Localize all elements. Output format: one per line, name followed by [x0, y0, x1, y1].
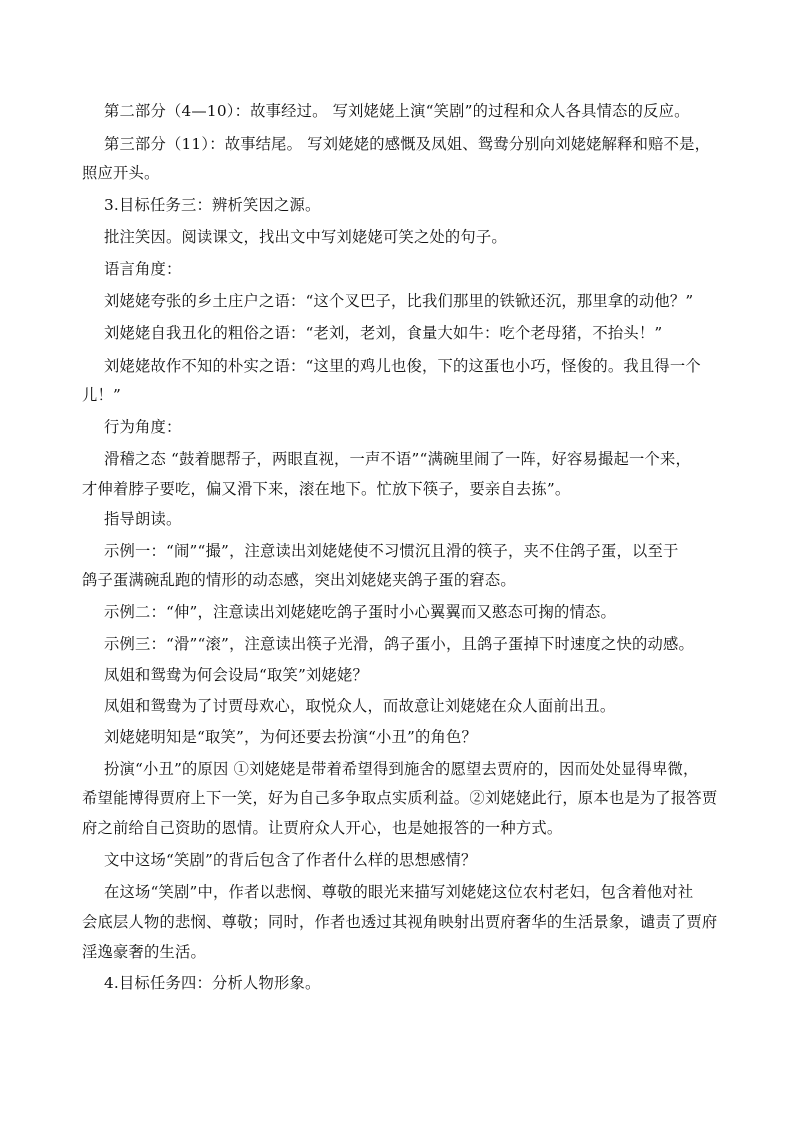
text-line: 文中这场“笑剧”的背后包含了作者什么样的思想感情？: [104, 851, 477, 869]
text-line: 淫逸豪奢的生活。: [82, 943, 206, 961]
text-line: 扮演“小丑”的原因 ①刘姥姥是带着希望得到施舍的愿望去贾府的，因而处处显得卑微，: [104, 760, 699, 778]
text-line: 在这场“笑剧”中，作者以悲悯、尊敬的眼光来描写刘姥姥这位农村老妇，包含着他对社: [104, 883, 694, 901]
text-line: 鸽子蛋满碗乱跑的情形的动态感，突出刘姥姥夹鸽子蛋的窘态。: [82, 571, 516, 589]
text-line: 示例三：“滑”“滚”，注意读出筷子光滑，鸽子蛋小，且鸽子蛋掉下时速度之快的动感。: [104, 635, 694, 653]
text-line: 凤姐和鸳鸯为了讨贾母欢心，取悦众人，而故意让刘姥姥在众人面前出丑。: [104, 697, 616, 715]
text-line: 府之前给自己资助的恩情。让贾府众人开心，也是她报答的一种方式。: [82, 819, 563, 837]
text-line: 刘姥姥明知是“取笑”，为何还要去扮演“小丑”的角色？: [104, 728, 478, 746]
text-line: 希望能博得贾府上下一笑，好为自己多争取点实质利益。②刘姥姥此行，原本也是为了报答贾: [82, 789, 718, 807]
text-line: 凤姐和鸳鸯为何会设局“取笑”刘姥姥？: [104, 666, 368, 684]
text-line: 示例二：“伸”，注意读出刘姥姥吃鸽子蛋时小心翼翼而又憨态可掬的情态。: [104, 603, 616, 621]
text-line: 语言角度：: [104, 260, 182, 278]
text-line: 第三部分（11）：故事结尾。 写刘姥姥的感慨及凤姐、鸳鸯分别向刘姥姥解释和赔不是，: [104, 135, 711, 153]
text-line: 刘姥姥夸张的乡土庄户之语：“这个叉巴子，比我们那里的铁锨还沉，那里拿的动他？”: [104, 292, 694, 310]
section-heading: 3.目标任务三：辨析笑因之源。: [104, 196, 321, 214]
text-line: 行为角度：: [104, 418, 182, 436]
text-line: 刘姥姥故作不知的朴实之语：“这里的鸡儿也俊，下的这蛋也小巧，怪俊的。我且得一个: [104, 357, 701, 375]
text-line: 会底层人物的悲悯、尊敬；同时，作者也透过其视角映射出贾府奢华的生活景象，谴责了贾府: [82, 913, 718, 931]
text-line: 指导朗读。: [104, 510, 182, 528]
text-line: 第二部分（4—10）：故事经过。 写刘姥姥上演“笑剧”的过程和众人各具情态的反应。: [104, 102, 690, 120]
section-heading: 4.目标任务四：分析人物形象。: [104, 974, 321, 992]
text-line: 刘姥姥自我丑化的粗俗之语：“老刘，老刘，食量大如牛：吃个老母猪，不抬头！”: [104, 324, 663, 342]
text-line: 才伸着脖子要吃，偏又滑下来，滚在地下。忙放下筷子，要亲自去拣”。: [82, 480, 571, 498]
text-line: 照应开头。: [82, 164, 160, 182]
text-line: 滑稽之态 “鼓着腮帮子，两眼直视，一声不语”“满碗里闹了一阵，好容易撮起一个来，: [104, 450, 692, 468]
text-line: 示例一：“闹”“撮”，注意读出刘姥姥使不习惯沉且滑的筷子，夹不住鸽子蛋，以至于: [104, 542, 679, 560]
text-line: 批注笑因。阅读课文，找出文中写刘姥姥可笑之处的句子。: [104, 228, 507, 246]
text-line: 儿！”: [82, 386, 122, 404]
